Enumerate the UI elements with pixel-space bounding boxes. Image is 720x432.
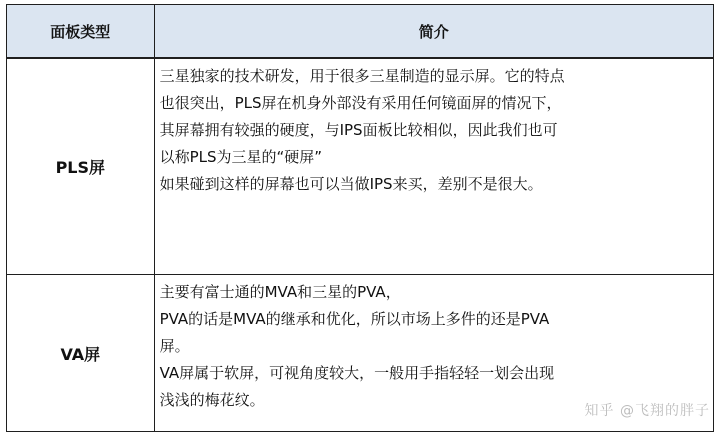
header-panel-type: 面板类型 xyxy=(7,5,155,57)
description-line: 其屏幕拥有较强的硬度，与IPS面板比较相似，因此我们也可 xyxy=(159,121,558,139)
description-line: 以称PLS为三星的“硬屏” xyxy=(159,148,323,166)
description-line: 主要有富士通的MVA和三星的PVA， xyxy=(159,283,401,301)
description-line: 浅浅的梅花纹。 xyxy=(159,391,265,409)
panel-type-pls: PLS屏 xyxy=(7,59,155,274)
table-header-row xyxy=(7,5,713,59)
description-line: VA屏属于软屏，可视角度较大，一般用手指轻轻一划会出现 xyxy=(159,364,555,382)
description-line: PVA的话是MVA的继承和优化，所以市场上多件的还是PVA xyxy=(159,310,550,328)
description-pls xyxy=(155,59,713,274)
header-description: 简介 xyxy=(418,22,449,41)
description-line: 屏。 xyxy=(159,337,190,355)
panel-type-table xyxy=(6,4,714,432)
description-line: 也很突出，PLS屏在机身外部没有采用任何镜面屏的情况下， xyxy=(159,94,562,112)
description-line: 三星独家的技术研发，用于很多三星制造的显示屏。它的特点 xyxy=(159,67,565,85)
watermark: 知乎 @飞翔的胖子 xyxy=(584,403,710,419)
description-line: 如果碰到这样的屏幕也可以当做IPS来买，差别不是很大。 xyxy=(159,175,543,193)
table-row xyxy=(7,59,713,275)
panel-type-va: VA屏 xyxy=(7,275,155,431)
